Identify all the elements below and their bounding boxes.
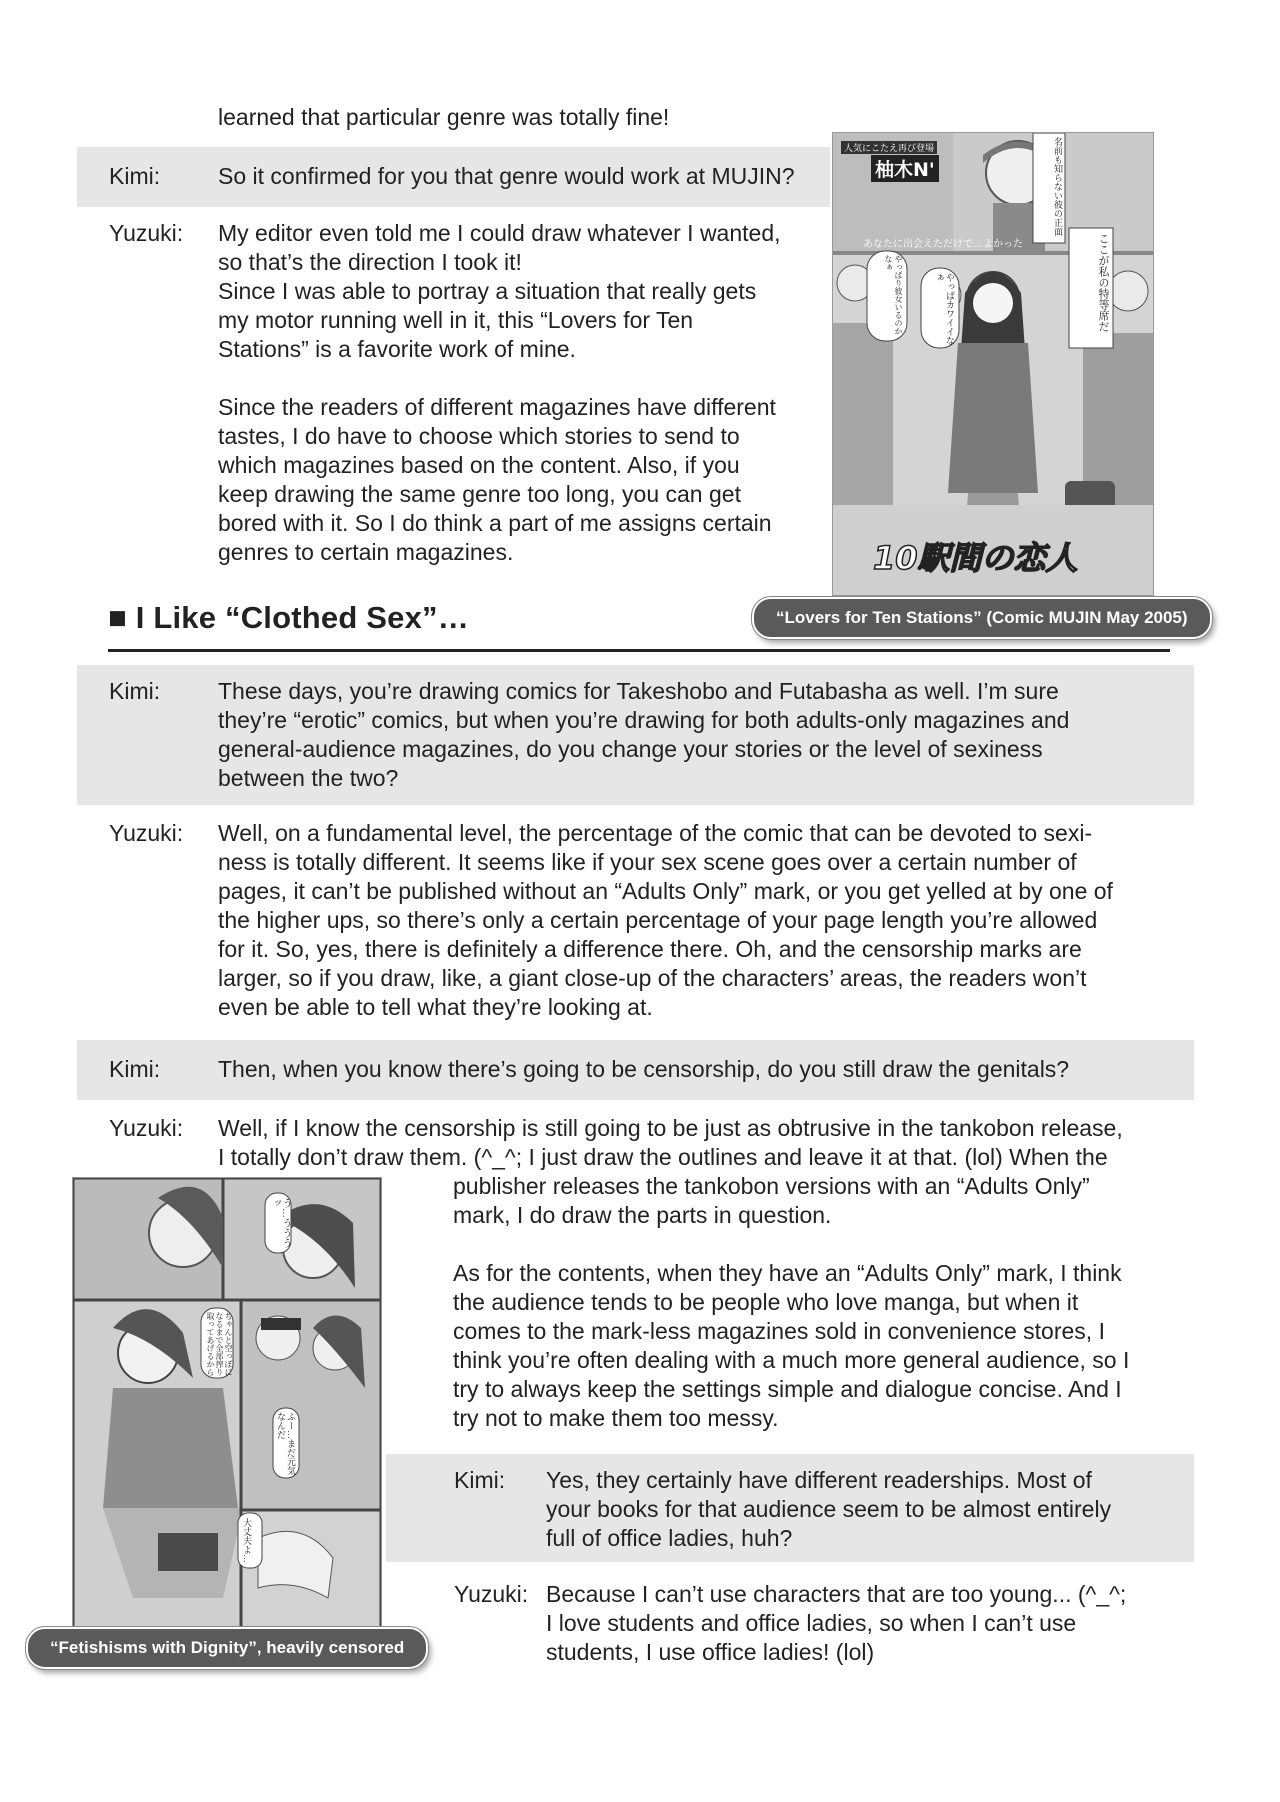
speech-bubble: 大丈夫よ… xyxy=(242,1518,252,1563)
manga-title: 10駅間の恋人 xyxy=(873,539,1078,577)
speaker-label: Yuzuki: xyxy=(109,820,184,846)
speaker-label: Kimi: xyxy=(109,678,161,704)
speech-bubble: ちゃんと空っぽになるまで全部搾り取ってあげるから xyxy=(206,1312,233,1376)
speech-bubble: ここが私の特等席だ xyxy=(1097,233,1109,332)
speaker-label: Kimi: xyxy=(109,1056,161,1082)
dialogue-text: Yes, they certainly have different readerships. Most of your books for that audience seem to be almost entirely full of office ladies, huh? xyxy=(546,1467,1112,1551)
section-heading: ■ I Like “Clothed Sex”… xyxy=(108,600,469,635)
continuation-text-block xyxy=(453,1172,1193,1442)
speech-bubble: ふー…まだ元気なんだ xyxy=(276,1412,296,1475)
top-fragment: learned that particular genre was totally fine! xyxy=(218,104,670,130)
speech-bubble: やっぱり彼女いるのかなぁ xyxy=(884,255,903,335)
dialogue-yuzuki-3 xyxy=(77,1114,1194,1174)
manga-illustration xyxy=(833,133,1153,595)
heading-rule xyxy=(108,649,1170,652)
caption-lovers: “Lovers for Ten Stations” (Comic MUJIN May 2005) xyxy=(752,597,1212,639)
manga-image-fetishisms xyxy=(72,1177,382,1634)
dialogue-kimi-2 xyxy=(77,665,1194,805)
speech-bubble: やっぱカワイイなぁ xyxy=(934,273,955,345)
author-name: 柚木N' xyxy=(871,155,939,182)
speaker-label: Yuzuki: xyxy=(109,220,184,246)
dialogue-text: These days, you’re drawing comics for Takeshobo and Futabasha as well. I’m sure they’re “erotic” comics, but when you’re drawing for both adults-only magazines and general-audience magazines, do you change your stories or the level of sexiness between the two? xyxy=(218,678,1070,791)
caption-fetishisms: “Fetishisms with Dignity”, heavily censored xyxy=(26,1627,428,1669)
speaker-label: Yuzuki: xyxy=(109,1115,184,1141)
manga-illustration xyxy=(73,1178,381,1633)
dialogue-kimi-3 xyxy=(77,1040,1194,1100)
dialogue-text: So it confirmed for you that genre would work at MUJIN? xyxy=(218,163,795,189)
dialogue-text: Well, on a fundamental level, the percentage of the comic that can be devoted to sexi- ness is totally different. It seems like if your sex scene goes over a certain number of pages, it can’t be published without an “Adults Only” mark, or you get yelled at by one of the higher ups, so there’s only a certain percentage of your page length you’re allowed for it. So, yes, there is definitely a difference there. Oh, and the censorship marks are larger, so if you draw, like, a giant close-up of the characters’ areas, the readers won’t even be able to tell what they’re looking at. xyxy=(218,820,1113,1020)
dialogue-text: Because I can’t use characters that are too young... (^_^; I love students and office ladies, so when I can’t use students, I use office ladies! (lol) xyxy=(546,1581,1127,1665)
top-note: 人気にこたえ再び登場 xyxy=(841,141,937,154)
speaker-label: Yuzuki: xyxy=(454,1581,529,1607)
speech-bubble: 名前も知らない彼の正面 xyxy=(1053,137,1063,236)
dialogue-yuzuki-1 xyxy=(77,219,830,579)
manga-image-lovers xyxy=(832,132,1154,596)
dialogue-text: publisher releases the tankobon versions with an “Adults Only” mark, I do draw the parts in question. As for the contents, when they have an “Adults Only” mark, I think the audience tends to be people who love manga, but when it comes to the mark-less magazines sold in convenience stores, I think you’re often dealing with a much more general audience, so I try to always keep the settings simple and dialogue concise. And I try not to make them too messy. xyxy=(453,1173,1130,1431)
dialogue-yuzuki-4 xyxy=(386,1580,1194,1672)
dialogue-text: Well, if I know the censorship is still going to be just as obtrusive in the tankobon release, I totally don’t draw them. (^_^; I just draw the outlines and leave it at that. (lol) When the xyxy=(218,1115,1123,1170)
dialogue-kimi-1 xyxy=(77,147,830,207)
dialogue-yuzuki-2 xyxy=(77,819,1194,1031)
dialogue-text: My editor even told me I could draw whatever I wanted, so that’s the direction I took it! Since I was able to portray a situation that really gets my motor running well in it, this “Lovers for Ten Stations” is a favorite work of mine. Since the readers of different magazines have different tastes, I do have to choose which stories to send to which magazines based on the content. Also, if you keep drawing the same genre too long, you can get bored with it. So I do think a part of me assigns certain genres to certain magazines. xyxy=(218,220,781,565)
speaker-label: Kimi: xyxy=(109,163,161,189)
speech-bubble: う…うううッ xyxy=(269,1198,291,1248)
speaker-label: Kimi: xyxy=(454,1467,506,1493)
dialogue-kimi-4 xyxy=(386,1454,1194,1562)
manga-tagline: あなたに出会えただけで…よかった xyxy=(863,239,1023,250)
dialogue-text: Then, when you know there’s going to be censorship, do you still draw the genitals? xyxy=(218,1056,1070,1082)
